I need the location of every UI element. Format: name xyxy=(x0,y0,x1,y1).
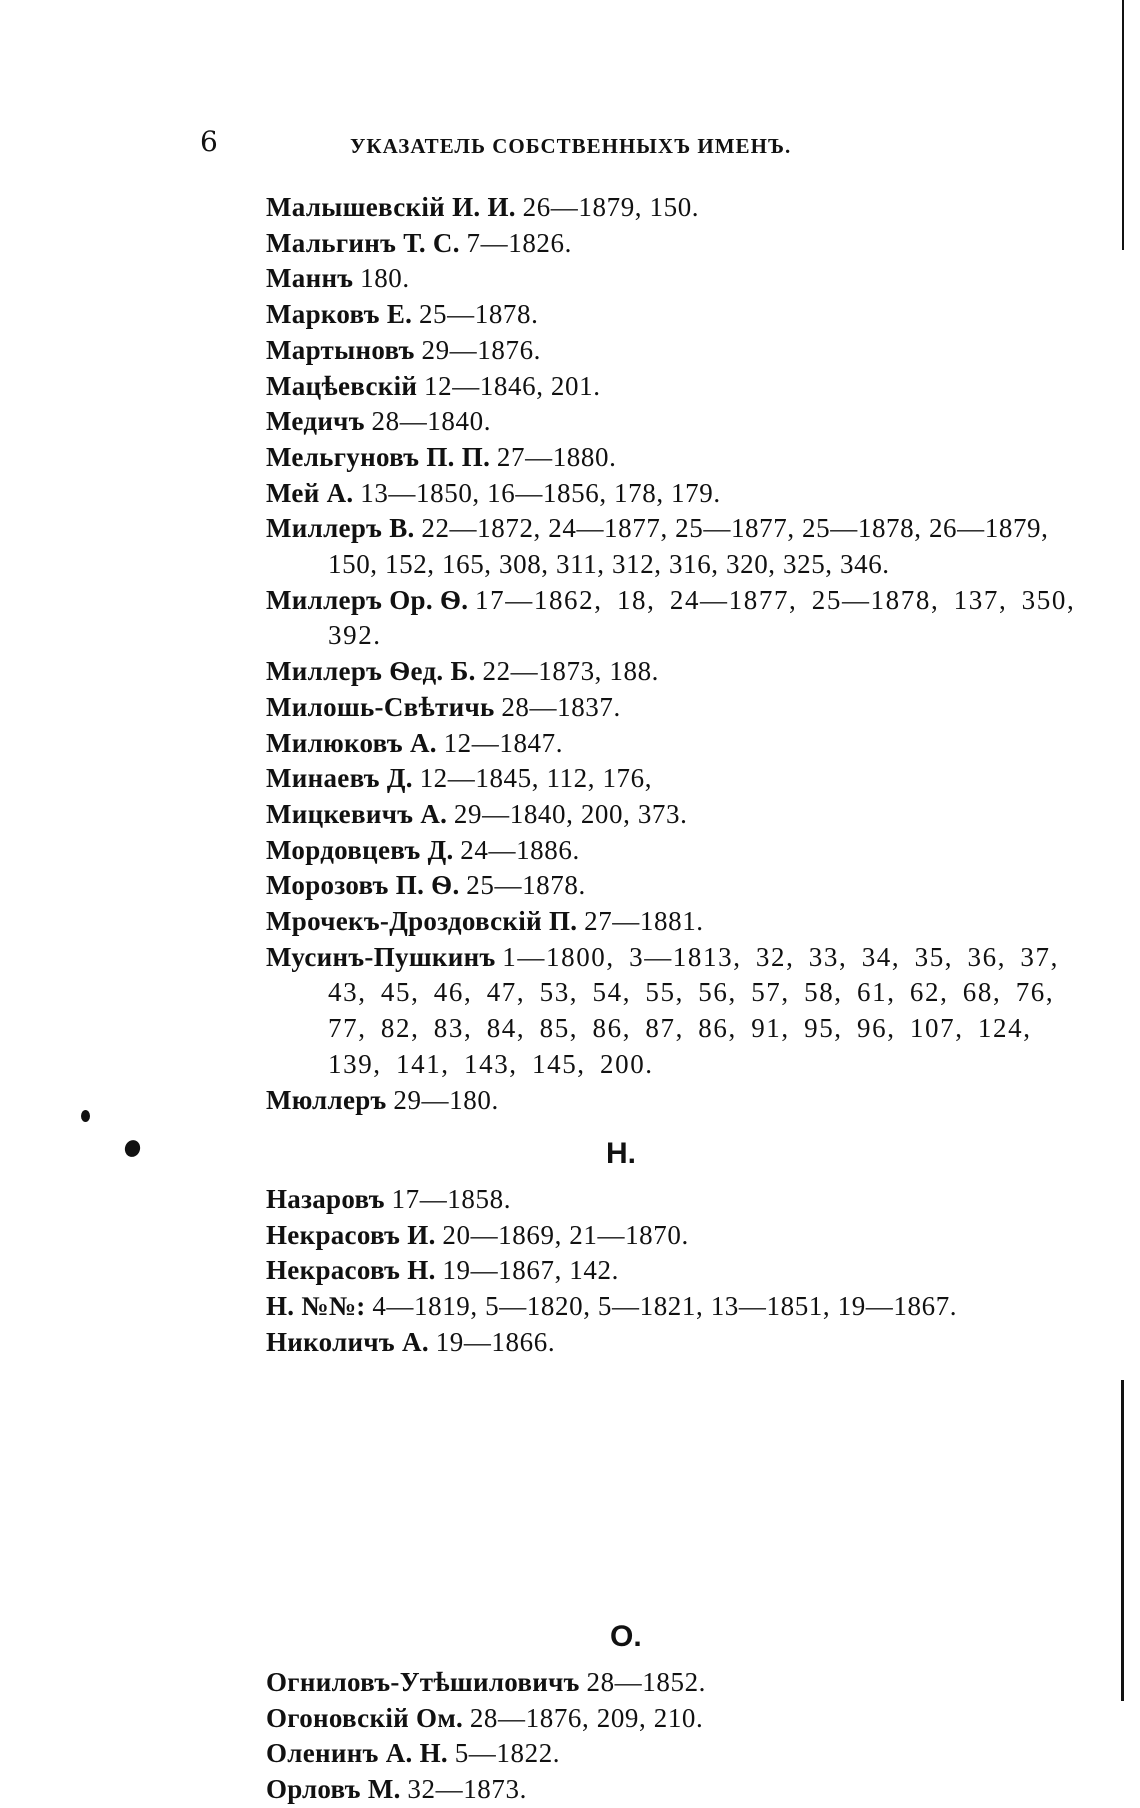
index-entry xyxy=(266,476,1076,512)
entry-name: Медичъ xyxy=(266,406,365,437)
index-entry xyxy=(266,940,1076,1083)
entry-refs: 28—1852. xyxy=(586,1667,707,1697)
index-entry xyxy=(266,583,1076,654)
entry-refs: 25—1878. xyxy=(418,299,539,330)
entry-refs: 17—1858. xyxy=(391,1184,512,1214)
index-entry xyxy=(266,726,1076,762)
entry-refs: 32—1873. xyxy=(407,1774,527,1805)
index-entry xyxy=(266,190,1076,226)
index-entry xyxy=(266,833,1076,869)
entry-refs: 1—1800, 3—1813, 32, 33, 34, 35, 36, 37, 43, 45, 46, 47, 53, 54, 55, 56, 57, 58, 61, 62, 68, 76, 77, 82, 83, 84, 85, 86, 87, 86, 91, 95, 96, 107, 124, 139, 141, 143, 145, 200. xyxy=(328,941,1059,1079)
entry-name: Милошь-Свѣтичь xyxy=(266,691,495,722)
index-entry xyxy=(266,1325,1076,1361)
entry-refs: 180. xyxy=(360,263,410,294)
entry-name: Николичъ А. xyxy=(266,1326,429,1357)
index-entry xyxy=(266,1736,1076,1772)
index-entry xyxy=(266,797,1076,833)
ink-blot xyxy=(81,1110,90,1122)
entry-name: Миллеръ В. xyxy=(266,513,415,544)
index-entry xyxy=(266,369,1076,405)
entry-refs: 19—1866. xyxy=(435,1326,556,1357)
entry-name: Некрасовъ Н. xyxy=(266,1255,436,1286)
entry-name: Оленинъ А. Н. xyxy=(266,1738,448,1769)
edge-line-bottom xyxy=(1121,1380,1124,1701)
index-entry xyxy=(266,1083,1076,1119)
index-entry xyxy=(266,1772,1076,1808)
entry-refs: 7—1826. xyxy=(466,227,572,258)
index-block-o xyxy=(266,1665,1076,1808)
entry-name: Мицкевичъ А. xyxy=(266,798,448,829)
entry-name: Мельгуновъ П. П. xyxy=(266,441,491,472)
section-letter-n: Н. xyxy=(606,1137,636,1170)
index-entry xyxy=(266,404,1076,440)
entry-refs: 13—1850, 16—1856, 178, 179. xyxy=(360,477,721,508)
entry-refs: 12—1846, 201. xyxy=(424,370,601,401)
entry-name: Назаровъ xyxy=(266,1184,385,1214)
entry-name: Мордовцевъ Д. xyxy=(266,834,454,865)
entry-refs: 28—1837. xyxy=(501,691,621,722)
entry-refs: 19—1867, 142. xyxy=(442,1255,619,1286)
entry-name: Огниловъ-Утѣшиловичъ xyxy=(266,1667,580,1697)
index-entry xyxy=(266,904,1076,940)
entry-name: Миллеръ Ор. Ѳ. xyxy=(266,584,469,615)
index-entry xyxy=(266,690,1076,726)
entry-name: Миллеръ Ѳед. Б. xyxy=(266,656,476,687)
entry-name: Мусинъ-Пушкинъ xyxy=(266,941,496,972)
entry-refs: 25—1878. xyxy=(466,870,586,901)
index-entry xyxy=(266,333,1076,369)
index-entry xyxy=(266,440,1076,476)
edge-line-top xyxy=(1122,0,1124,250)
index-entry xyxy=(266,226,1076,262)
entry-name: Мартыновъ xyxy=(266,334,415,365)
entry-name: Мей А. xyxy=(266,477,354,508)
entry-refs: 5—1822. xyxy=(454,1738,561,1769)
entry-name: Мальгинъ Т. С. xyxy=(266,227,460,258)
entry-name: Некрасовъ И. xyxy=(266,1219,436,1250)
section-letter-o: О. xyxy=(610,1620,642,1653)
index-entry xyxy=(266,1253,1076,1289)
entry-name: Орловъ М. xyxy=(266,1774,401,1805)
entry-name: Милюковъ А. xyxy=(266,727,437,758)
index-block-m xyxy=(266,190,1076,1118)
entry-refs: 29—180. xyxy=(393,1084,499,1115)
index-entry xyxy=(266,1218,1076,1254)
entry-refs: 20—1869, 21—1870. xyxy=(442,1219,689,1250)
index-entry xyxy=(266,1182,1076,1218)
index-entry xyxy=(266,1701,1076,1737)
entry-refs: 29—1876. xyxy=(421,334,542,365)
entry-refs: 27—1881. xyxy=(584,906,704,937)
entry-name: Мацѣевскій xyxy=(266,370,418,401)
index-entry xyxy=(266,261,1076,297)
index-entry xyxy=(266,297,1076,333)
page-number: 6 xyxy=(200,125,218,158)
entry-refs: 22—1872, 24—1877, 25—1877, 25—1878, 26—1879, 150, 152, 165, 308, 311, 312, 316, 320, 325, 346. xyxy=(328,513,1049,580)
entry-refs: 17—1862, 18, 24—1877, 25—1878, 137, 350, 392. xyxy=(328,584,1076,651)
index-block-n xyxy=(266,1182,1076,1361)
entry-name: Огоновскій Ом. xyxy=(266,1702,464,1733)
entry-name: Малышевскій И. И. xyxy=(266,192,516,222)
entry-refs: 4—1819, 5—1820, 5—1821, 13—1851, 19—1867. xyxy=(372,1291,958,1322)
index-entry xyxy=(266,511,1076,582)
entry-refs: 12—1847. xyxy=(443,727,564,758)
entry-refs: 27—1880. xyxy=(496,441,617,472)
index-entry xyxy=(266,654,1076,690)
entry-refs: 29—1840, 200, 373. xyxy=(453,798,688,829)
entry-name: Маннъ xyxy=(266,263,354,294)
running-head: УКАЗАТЕЛЬ СОБСТВЕННЫХЪ ИМЕНЪ. xyxy=(350,134,792,158)
index-entry xyxy=(266,1289,1076,1325)
index-entry xyxy=(266,761,1076,797)
entry-name: Мрочекъ-Дроздовскій П. xyxy=(266,906,578,937)
entry-name: Минаевъ Д. xyxy=(266,763,413,794)
entry-refs: 12—1845, 112, 176, xyxy=(419,763,653,794)
entry-name: Мюллеръ xyxy=(266,1084,387,1115)
entry-refs: 26—1879, 150. xyxy=(522,192,700,222)
entry-refs: 22—1873, 188. xyxy=(482,656,660,687)
entry-refs: 24—1886. xyxy=(460,834,580,865)
entry-refs: 28—1840. xyxy=(371,406,492,437)
entry-name: Н. №№: xyxy=(266,1291,366,1322)
entry-refs: 28—1876, 209, 210. xyxy=(469,1702,704,1733)
entry-name: Марковъ Е. xyxy=(266,299,413,330)
entry-name: Морозовъ П. Ѳ. xyxy=(266,870,460,901)
index-entry xyxy=(266,1665,1076,1701)
ink-blot xyxy=(123,1138,143,1159)
index-entry xyxy=(266,868,1076,904)
